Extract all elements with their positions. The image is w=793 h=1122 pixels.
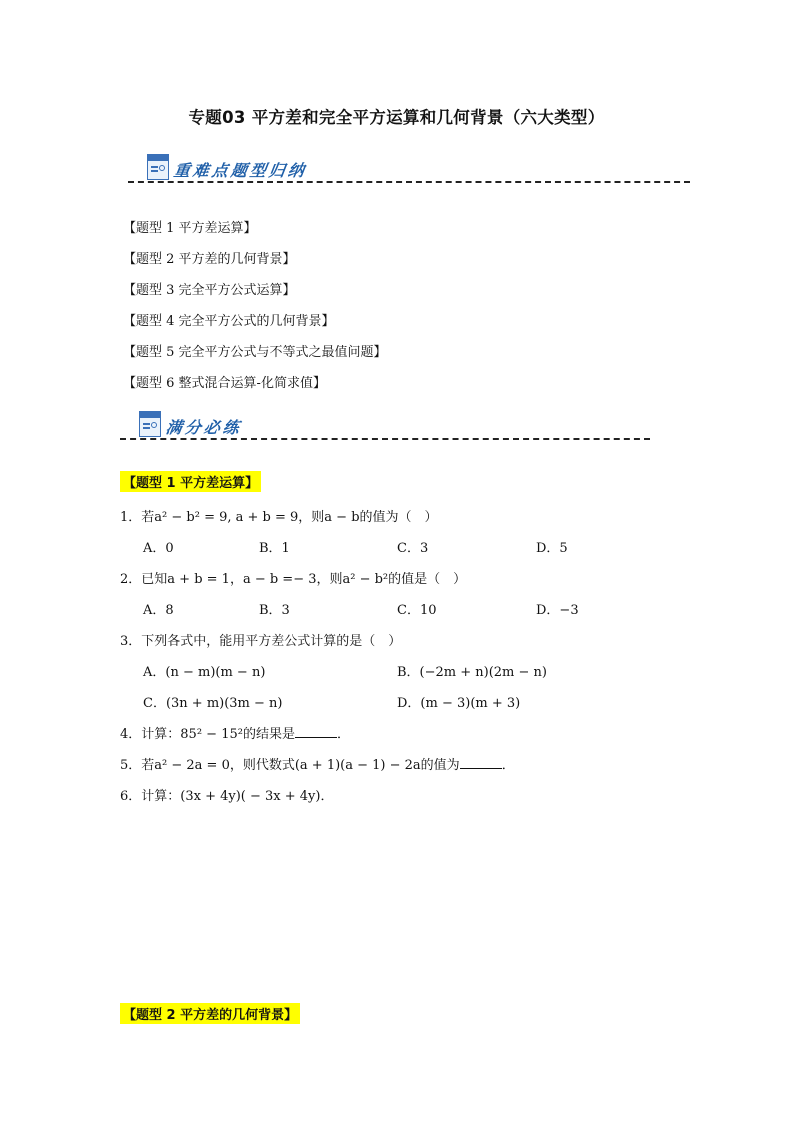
option: A．8 bbox=[143, 603, 174, 618]
toc-item: 【题型 2 平方差的几何背景】 bbox=[123, 252, 296, 267]
type-badge: 【题型 1 平方差运算】 bbox=[120, 471, 261, 492]
page-title: 专题03 平方差和完全平方运算和几何背景（六大类型） bbox=[188, 108, 605, 127]
toc-item: 【题型 4 完全平方公式的几何背景】 bbox=[123, 314, 335, 329]
option: C．10 bbox=[397, 603, 437, 618]
dashed-divider bbox=[120, 438, 650, 440]
question-5: 5．若a² − 2a = 0，则代数式(a + 1)(a − 1) − 2a的值为 ． bbox=[120, 758, 515, 773]
answer-blank bbox=[295, 725, 337, 738]
option: A．0 bbox=[143, 541, 174, 556]
document-search-icon bbox=[139, 411, 161, 437]
question-2: 2．已知a + b = 1，a − b =− 3，则a² − b²的值是（ ） bbox=[120, 572, 467, 587]
option: C．(3n + m)(3m − n) bbox=[143, 696, 283, 711]
toc-item: 【题型 1 平方差运算】 bbox=[123, 221, 257, 236]
option: A．(n − m)(m − n) bbox=[143, 665, 266, 680]
option: B．(−2m + n)(2m − n) bbox=[397, 665, 547, 680]
option: D．5 bbox=[536, 541, 568, 556]
toc-item: 【题型 6 整式混合运算-化简求值】 bbox=[123, 376, 326, 391]
option: B．3 bbox=[259, 603, 290, 618]
section-title: 重难点题型归纳 bbox=[172, 161, 309, 180]
question-1: 1．若a² − b² = 9, a + b = 9，则a − b的值为（ ） bbox=[120, 510, 438, 525]
question-3: 3．下列各式中，能用平方差公式计算的是（ ） bbox=[120, 634, 402, 649]
answer-blank bbox=[460, 756, 502, 769]
section-header-summary bbox=[128, 154, 690, 194]
question-6: 6．计算：(3x + 4y)( − 3x + 4y)． bbox=[120, 789, 334, 804]
type-badge: 【题型 2 平方差的几何背景】 bbox=[120, 1003, 300, 1024]
dashed-divider bbox=[128, 181, 690, 183]
section-header-practice bbox=[120, 411, 650, 451]
option: B．1 bbox=[259, 541, 290, 556]
option: D．(m − 3)(m + 3) bbox=[397, 696, 521, 711]
toc-item: 【题型 5 完全平方公式与不等式之最值问题】 bbox=[123, 345, 387, 360]
question-4: 4．计算：85² − 15²的结果是 ． bbox=[120, 727, 350, 742]
toc-item: 【题型 3 完全平方公式运算】 bbox=[123, 283, 296, 298]
option: D．−3 bbox=[536, 603, 579, 618]
section-title: 满分必练 bbox=[164, 418, 244, 437]
document-search-icon bbox=[147, 154, 169, 180]
option: C．3 bbox=[397, 541, 429, 556]
